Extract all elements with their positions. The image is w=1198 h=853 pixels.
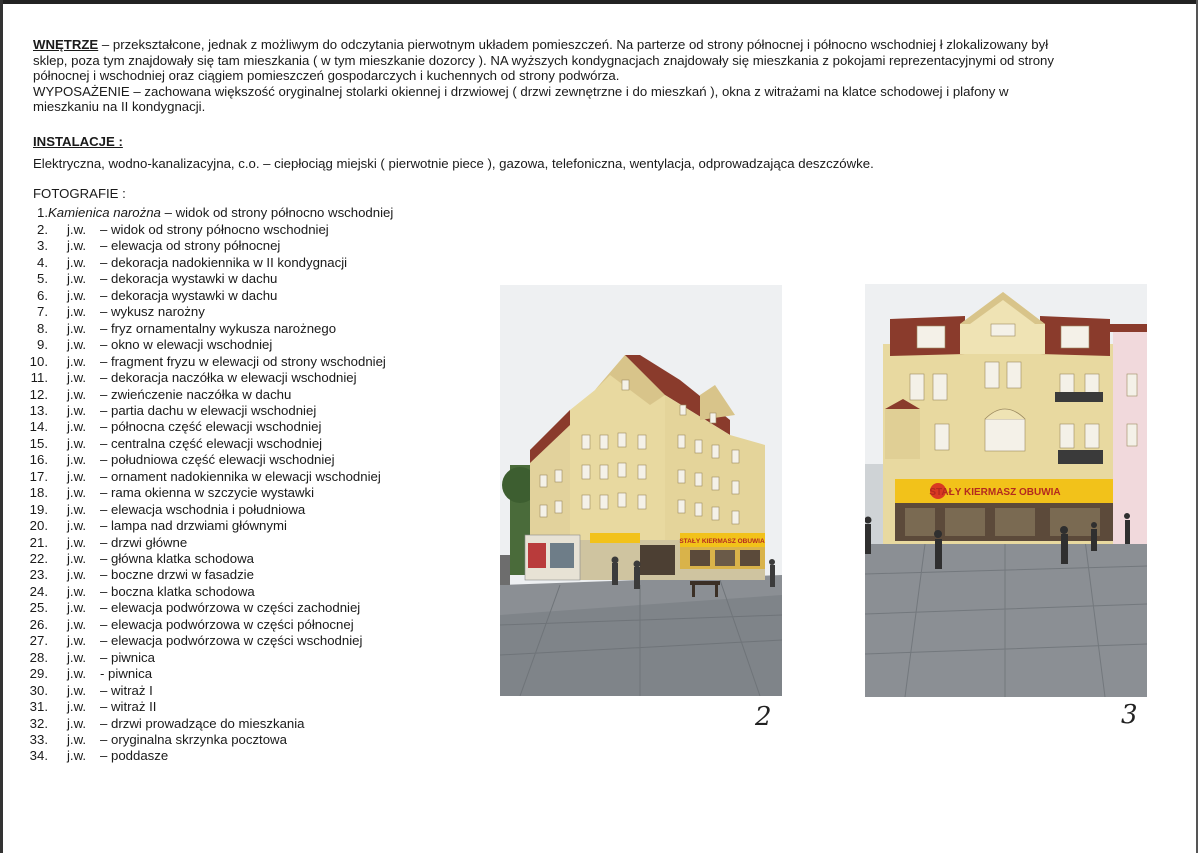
instalacje-text: Elektryczna, wodno-kanalizacyjna, c.o. – ciepłociąg miejski ( pierwotnie piece ), gazowa, telefoniczna, wentylacja, odprowadzająca deszczówke.: [33, 156, 874, 171]
wyposazenie-line-2: mieszkaniu na II kondygnacji.: [33, 99, 206, 115]
wnetrze-line-2: sklep, poza tym znajdowały się tam mieszkania ( w tym mieszkanie dozorcy ). NA wyższych kondygnacjach znajdowały się mieszkania z pokojami reprezentacyjnymi od strony: [33, 52, 1054, 68]
corner-building-photo: [500, 285, 782, 696]
scan-border-left: [0, 0, 3, 853]
photo-list-item-1: 1.Kamienica narożna – widok od strony północno wschodniej: [37, 205, 394, 220]
description-block: [33, 37, 1153, 115]
wnetrze-heading: WNĘTRZE: [33, 37, 99, 52]
scan-border-top: [0, 0, 1198, 4]
photo-3: [865, 284, 1147, 697]
wnetrze-line-1: WNĘTRZE – przekształcone, jednak z możliwym do odczytania pierwotnym układem pomieszczeń. Na parterze od strony północnej i północno wschodniej ł zlokalizowany był: [33, 37, 1049, 52]
fotografie-heading: FOTOGRAFIE :: [33, 186, 126, 201]
wyposazenie-line-1: WYPOSAŻENIE – zachowana większość oryginalnej stolarki okiennej i drzwiowej ( drzwi zewnętrzne i do mieszkań ), okna z witrażami na klatce schodowej i plafony w: [33, 83, 1009, 99]
photo-number-3: 3: [1121, 700, 1138, 730]
photo-number-2: 2: [755, 702, 772, 732]
instalacje-heading: INSTALACJE :: [33, 134, 123, 149]
wnetrze-line-3: północnej i wschodniej oraz ciągiem pomieszczeń gospodarczych i kuchennych od strony podwórza.: [33, 68, 620, 84]
building-facade-photo: [865, 284, 1147, 697]
svg-text:STAŁY KIERMASZ OBUWIA: STAŁY KIERMASZ OBUWIA: [929, 487, 1061, 498]
photo-2: [500, 285, 782, 696]
svg-text:STAŁY KIERMASZ OBUWIA: STAŁY KIERMASZ OBUWIA: [679, 538, 765, 545]
